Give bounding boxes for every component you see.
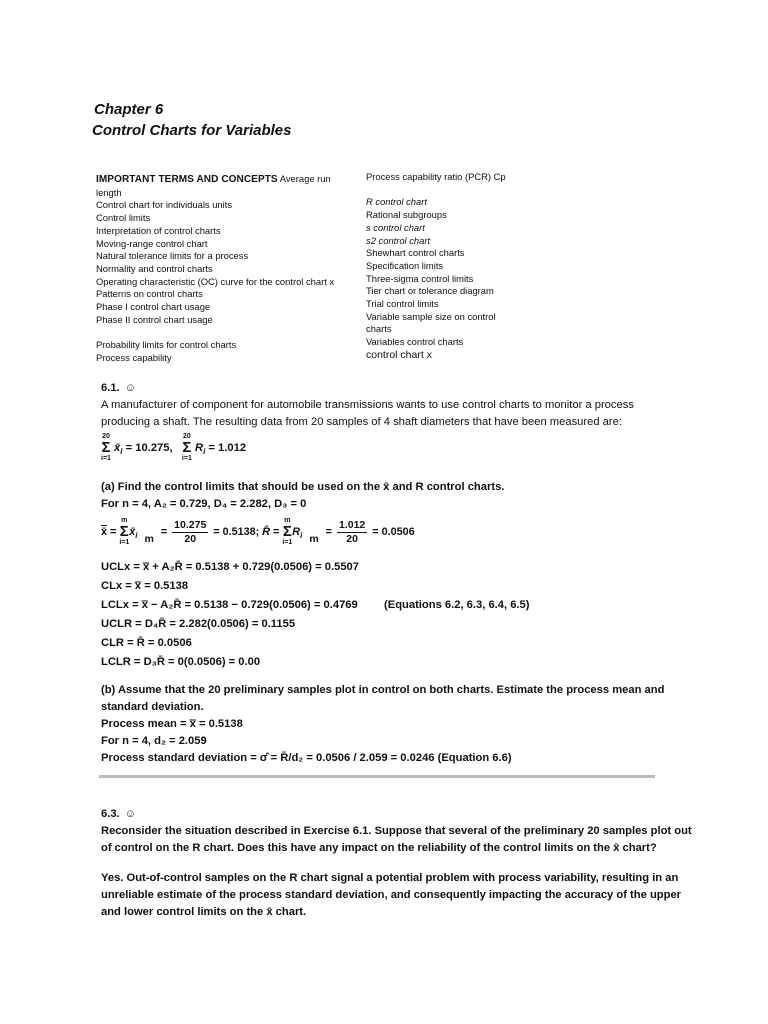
term: Operating characteristic (OC) curve for the control chart x [96, 275, 335, 287]
term: Interpretation of control charts [96, 224, 221, 236]
ucl-r: UCLR = D₄R̄ = 2.282(0.0506) = 0.1155 [101, 618, 296, 630]
term: s2 control chart [366, 234, 431, 246]
mean-formulas: x̄ = m Σ $i=1x̄_i$ m = $\frac{10.275}{20}$ = 0.5138; R̄ = m Σ $i=1R_i$ m = $\frac{1.012}{20}$ = 0.0506 [101, 517, 415, 546]
term: charts [366, 323, 392, 335]
process-sd: Process standard deviation = σ̂ = R̄/d₂ = 0.0506 / 2.059 = 0.0246 (Equation 6.6) [101, 752, 512, 764]
equation-reference: (Equations 6.2, 6.3, 6.4, 6.5) [384, 599, 530, 611]
cl-r: CLR = R̄ = 0.0506 [101, 637, 192, 649]
process-mean: Process mean = x̿ = 0.5138 [101, 718, 243, 730]
term: R control chart [366, 196, 427, 208]
term: Variables control charts [366, 336, 464, 348]
answer-text: unreliable estimate of the process standard deviation, and consequently impacting the accuracy of the upper [101, 888, 682, 901]
exercise-number: 6.3. [101, 808, 120, 820]
terms-right-column [366, 171, 536, 362]
term: Tier chart or tolerance diagram [366, 285, 494, 297]
exercise-6-3 [101, 806, 692, 921]
term: Average run [279, 173, 331, 184]
term: Process capability [96, 351, 172, 363]
rbar-value: = 0.0506 [372, 525, 415, 538]
term: Natural tolerance limits for a process [96, 250, 249, 262]
d2-constant: For n = 4, d₂ = 2.059 [101, 735, 207, 747]
sigma-icon: 20 Σ i=1 [101, 433, 111, 462]
sigma-icon: m Σ i=1 [119, 517, 130, 546]
term: s control chart [366, 221, 425, 233]
sigma-icon: m Σ i=1 [282, 517, 293, 546]
term: Phase I control chart usage [96, 301, 211, 313]
term: Specification limits [366, 259, 444, 271]
question-text: of control on the R chart. Does this have any impact on the reliability of the control limits on the x̄ chart? [101, 842, 657, 854]
term: Normality and control charts [96, 262, 213, 274]
term: Control chart for individuals units [96, 199, 233, 211]
term: Phase II control chart usage [96, 313, 213, 325]
term: Three-sigma control limits [366, 272, 474, 284]
ucl-x: UCLx = x̿ + A₂R̄ = 0.5138 + 0.729(0.0506) = 0.5507 [101, 561, 360, 573]
smiley-icon: ☺ [124, 808, 137, 820]
control-limits [101, 558, 530, 672]
term: Moving-range control chart [96, 237, 208, 249]
question-text: A manufacturer of component for automobile transmissions wants to use control charts to monitor a process [101, 399, 634, 411]
spacer [96, 326, 362, 339]
exercise-number: 6.1. [101, 382, 120, 394]
part-b [101, 682, 664, 767]
chapter-title: Control Charts for Variables [92, 122, 292, 139]
chapter-number: Chapter 6 [94, 101, 164, 118]
summation-line: 20 Σ i=1 $x̄_i = 10.275$, 20 Σ i=1 $R_i = 1.012$ [101, 433, 247, 462]
question-text: Reconsider the situation described in Exercise 6.1. Suppose that several of the preliminary 20 samples plot out [101, 825, 692, 837]
lcl-x: LCLx = x̿ − A₂R̄ = 0.5138 − 0.729(0.0506) = 0.4769 [101, 599, 358, 611]
sum-r-value: = 1.012 [208, 441, 247, 454]
xbarbar-value: = 0.5138; [213, 525, 260, 538]
term: Trial control limits [366, 298, 439, 310]
sigma-icon: 20 Σ i=1 [181, 433, 192, 462]
term: Process capability ratio (PCR) Cp [366, 171, 506, 182]
cl-x: CLx = x̿ = 0.5138 [101, 580, 189, 592]
spacer [366, 184, 536, 197]
term: Patterns on control charts [96, 288, 203, 300]
exercise-6-1 [101, 380, 634, 463]
term: Shewhart control charts [366, 247, 465, 259]
part-b-heading: (b) Assume that the 20 preliminary samples plot in control on both charts. Estimate the process mean and [101, 684, 665, 696]
terms-left-column [96, 173, 362, 365]
question-text: producing a shaft. The resulting data from 20 samples of 4 shaft diameters that have been measured are: [101, 416, 622, 428]
sum-x-value: = 10.275, [125, 441, 173, 454]
lcl-r: LCLR = D₃R̄ = 0(0.0506) = 0.00 [101, 656, 261, 668]
term: Rational subgroups [366, 209, 447, 221]
answer-text: and lower control limits on the x̄ chart. [101, 905, 307, 918]
term: Probability limits for control charts [96, 339, 237, 351]
term: control chart x [366, 348, 432, 361]
term: Control limits [96, 212, 151, 224]
terms-heading: IMPORTANT TERMS AND CONCEPTS [96, 174, 278, 185]
spacer [101, 857, 692, 870]
answer-text: Yes. Out-of-control samples on the R chart signal a potential problem with process variability, resulting in an [101, 871, 679, 884]
part-b-heading: standard deviation. [101, 701, 204, 713]
term: length [96, 186, 122, 198]
divider [99, 775, 655, 778]
smiley-icon: ☺ [124, 382, 137, 394]
term: Variable sample size on control [366, 310, 496, 322]
part-a-heading: (a) Find the control limits that should be used on the x̄ and R control charts. [101, 481, 505, 493]
given-constants: For n = 4, A₂ = 0.729, D₄ = 2.282, D₃ = 0 [101, 498, 307, 510]
